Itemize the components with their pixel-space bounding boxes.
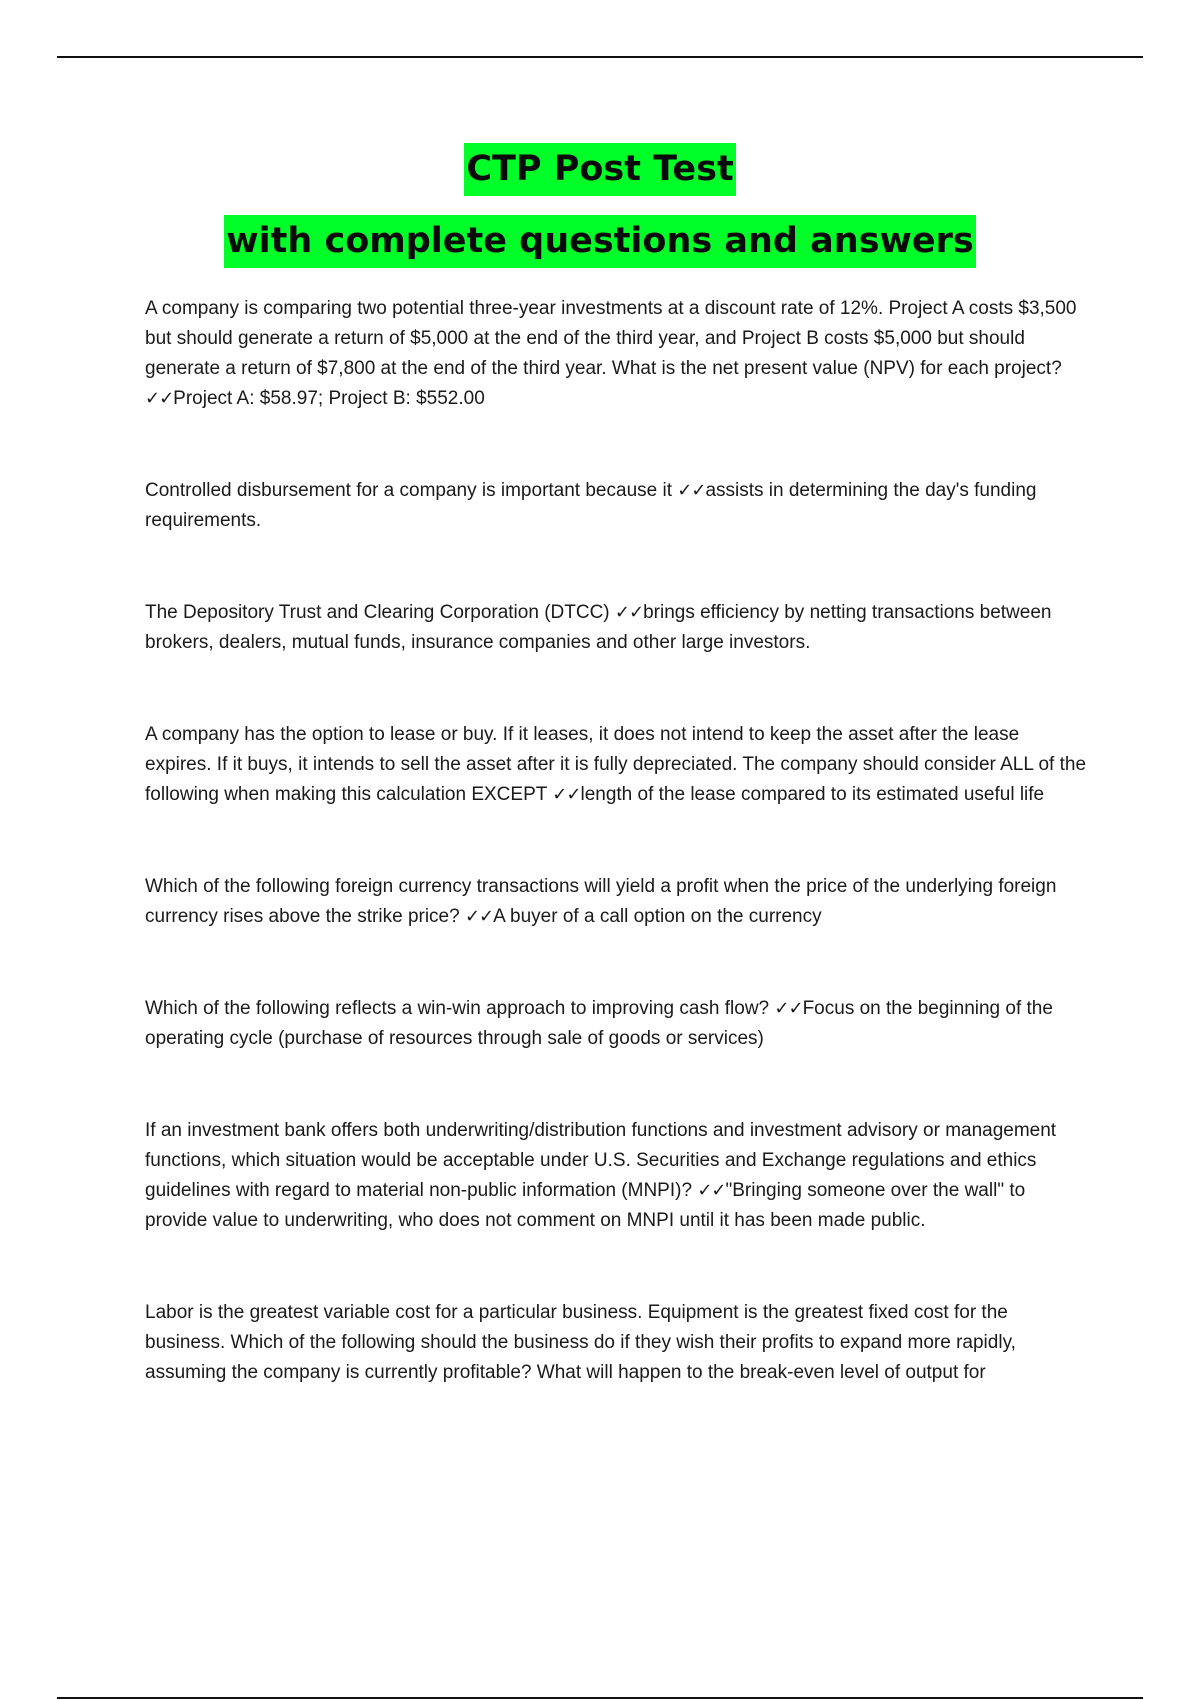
question-text: Controlled disbursement for a company is important because it <box>145 480 672 501</box>
checkmark-icon: ✓✓ <box>677 480 706 501</box>
answer-text: "Bringing someone over the wall" to provide value to underwriting, who does not comment on MNPI until it has been made public. <box>145 1180 1026 1231</box>
qa-item <box>145 598 1090 658</box>
answer-text: length of the lease compared to its estimated useful life <box>580 784 1045 805</box>
qa-item <box>145 476 1090 536</box>
answer-text: Focus on the beginning of the operating cycle (purchase of resources through sale of goods or services) <box>145 998 1053 1049</box>
qa-item <box>145 994 1090 1054</box>
question-text: A company has the option to lease or buy. If it leases, it does not intend to keep the asset after the lease expires. If it buys, it intends to sell the asset after it is fully depreciated. The company should consider ALL of the following when making this calculation EXCEPT <box>145 724 1087 805</box>
qa-item <box>145 294 1090 414</box>
document-title: CTP Post Test <box>464 143 735 196</box>
question-text: If an investment bank offers both underwriting/distribution functions and investment advisory or management functions, which situation would be acceptable under U.S. Securities and Exchange regulations and ethics guidelines with regard to material non-public information (MNPI)? <box>145 1120 1057 1201</box>
qa-item <box>145 872 1090 932</box>
checkmark-icon: ✓✓ <box>145 388 174 409</box>
checkmark-icon: ✓✓ <box>552 784 581 805</box>
checkmark-icon: ✓✓ <box>614 602 644 623</box>
bottom-rule <box>57 1697 1143 1699</box>
answer-text: assists in determining the day's funding requirements. <box>145 480 1037 531</box>
question-text: The Depository Trust and Clearing Corporation (DTCC) <box>145 602 610 623</box>
top-rule <box>57 56 1143 58</box>
answer-text: A buyer of a call option on the currency <box>493 906 822 927</box>
question-text: Labor is the greatest variable cost for a particular business. Equipment is the greatest fixed cost for the business. Which of the following should the business do if they wish their profits to expand more rapidly, assuming the company is currently profitable? What will happen to the break-even level of output for <box>145 1302 1016 1383</box>
checkmark-icon: ✓✓ <box>697 1180 726 1201</box>
qa-item <box>145 1298 1090 1388</box>
question-text: Which of the following reflects a win-win approach to improving cash flow? <box>145 998 770 1019</box>
question-text: Which of the following foreign currency transactions will yield a profit when the price of the underlying foreign currency rises above the strike price? <box>145 876 1057 927</box>
qa-item <box>145 1116 1090 1236</box>
answer-text: Project A: $58.97; Project B: $552.00 <box>173 388 485 409</box>
checkmark-icon: ✓✓ <box>774 998 803 1019</box>
checkmark-icon: ✓✓ <box>464 906 494 927</box>
document-subtitle: with complete questions and answers <box>224 215 975 268</box>
qa-item <box>145 720 1090 810</box>
question-text: A company is comparing two potential three-year investments at a discount rate of 12%. Project A costs $3,500 but should generate a return of $5,000 at the end of the third year, and Project B costs $5,000 but should generate a return of $7,800 at the end of the third year. What is the net present value (NPV) for each project? <box>145 298 1077 379</box>
answer-text: brings efficiency by netting transactions between brokers, dealers, mutual funds, insurance companies and other large investors. <box>145 602 1052 653</box>
title-block <box>0 143 1200 287</box>
qa-list <box>145 294 1090 1450</box>
